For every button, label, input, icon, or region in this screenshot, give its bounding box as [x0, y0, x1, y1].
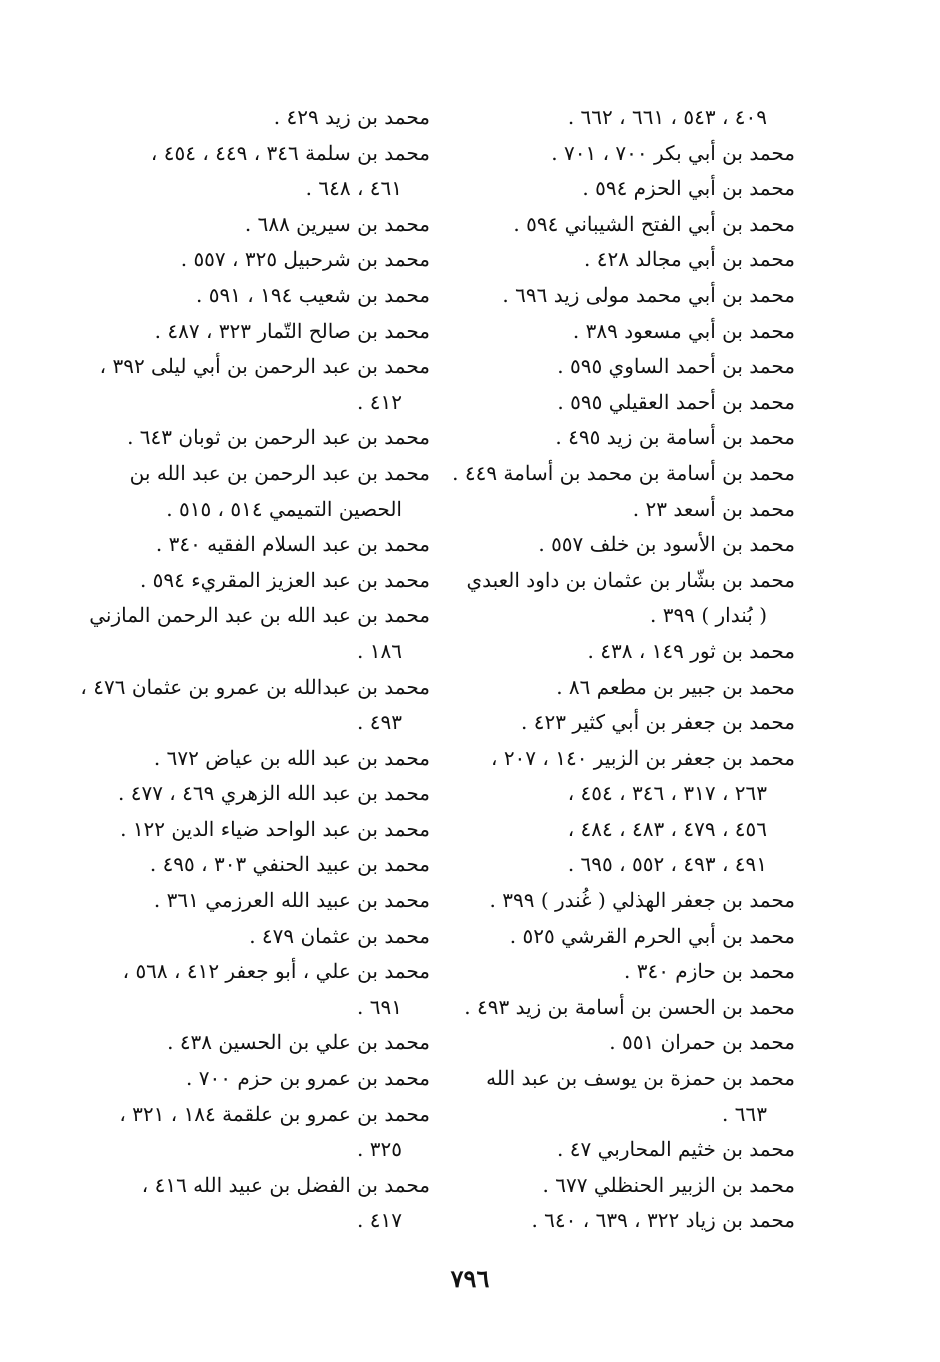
- index-entry: محمد بن أبي بكر ٧٠٠ ، ٧٠١ .: [551, 140, 795, 165]
- index-entry: محمد بن أسعد ٢٣ .: [632, 496, 795, 521]
- index-entry: محمد بن عبد الرحمن بن أبي ليلى ٣٩٢ ،: [99, 354, 430, 379]
- index-entry: محمد بن أبي مجالد ٤٢٨ .: [584, 247, 795, 272]
- index-entry-continuation: ٤٩١ ، ٤٩٣ ، ٥٥٢ ، ٦٩٥ .: [567, 852, 767, 877]
- index-entry: محمد بن عثمان ٤٧٩ .: [249, 923, 430, 948]
- index-entry: محمد بن الحسن بن أسامة بن زيد ٤٩٣ .: [464, 994, 795, 1019]
- index-entry: محمد بن علي بن الحسين ٤٣٨ .: [167, 1030, 430, 1055]
- index-entry: محمد بن عبد العزيز المقريء ٥٩٤ .: [139, 567, 430, 592]
- index-entry: محمد بن أبي مسعود ٣٨٩ .: [572, 318, 795, 343]
- index-entry: محمد بن أسامة بن زيد ٤٩٥ .: [555, 425, 795, 450]
- index-entry: محمد بن علي ، أبو جعفر ٤١٢ ، ٥٦٨ ،: [122, 959, 430, 984]
- index-entry: محمد بن ثور ١٤٩ ، ٤٣٨ .: [587, 638, 795, 663]
- index-entry-continuation: ( بُندار ) ٣٩٩ .: [650, 603, 767, 628]
- index-entry: محمد بن خثيم المحاربي ٤٧ .: [557, 1137, 795, 1162]
- index-entry: محمد بن جعفر بن أبي كثير ٤٢٣ .: [521, 710, 795, 735]
- index-entry: محمد بن سلمة ٣٤٦ ، ٤٤٩ ، ٤٥٤ ،: [150, 140, 430, 165]
- index-entry: محمد بن أبي محمد مولى زيد ٦٩٦ .: [502, 282, 795, 307]
- index-entry-continuation: ٤٠٩ ، ٥٤٣ ، ٦٦١ ، ٦٦٢ .: [567, 105, 767, 129]
- index-entry: محمد بن عبد الواحد ضياء الدين ١٢٢ .: [120, 816, 430, 841]
- index-entry: محمد بن زياد ٣٢٢ ، ٦٣٩ ، ٦٤٠ .: [531, 1208, 795, 1233]
- index-entry: محمد بن صالح التّمار ٣٢٣ ، ٤٨٧ .: [154, 318, 430, 343]
- index-entry: محمد بن عبدالله بن عمرو بن عثمان ٤٧٦ ،: [80, 674, 430, 699]
- index-entry: محمد بن عمرو بن علقمة ١٨٤ ، ٣٢١ ،: [119, 1101, 430, 1126]
- index-entry-continuation: ٦٦٣ .: [722, 1101, 767, 1126]
- index-entry: محمد بن بشّار بن عثمان بن داود العبدي: [466, 567, 795, 592]
- index-entry: محمد بن عبد الرحمن بن ثوبان ٦٤٣ .: [127, 425, 430, 450]
- index-entry: محمد بن الزبير الحنظلي ٦٧٧ .: [542, 1172, 795, 1197]
- index-entry-continuation: ٢٦٣ ، ٣١٧ ، ٣٤٦ ، ٤٥٤ ،: [567, 781, 767, 806]
- index-entry: محمد بن أحمد الساوي ٥٩٥ .: [557, 354, 795, 379]
- index-entry-continuation: ٤٥٦ ، ٤٧٩ ، ٤٨٣ ، ٤٨٤ ،: [567, 816, 767, 841]
- index-entry: محمد بن عبد الله بن عياض ٦٧٢ .: [153, 745, 430, 770]
- index-entry: محمد بن أسامة بن محمد بن أسامة ٤٤٩ .: [452, 460, 795, 485]
- index-entry: محمد بن شعيب ١٩٤ ، ٥٩١ .: [196, 282, 430, 307]
- index-column-right: [452, 100, 795, 1239]
- index-entry: محمد بن عبد الرحمن بن عبد الله بن: [129, 460, 430, 485]
- index-entry-continuation: ١٨٦ .: [357, 638, 402, 663]
- index-entry: محمد بن زيد ٤٢٩ .: [273, 105, 430, 129]
- index-entry: محمد بن أبي الحزم ٥٩٤ .: [582, 176, 795, 201]
- index-entry: محمد بن حمران ٥٥١ .: [609, 1030, 795, 1055]
- index-entry: محمد بن حمزة بن يوسف بن عبد الله: [486, 1066, 795, 1091]
- index-column-left: [80, 100, 430, 1239]
- index-entry-continuation: ٤٦١ ، ٦٤٨ .: [305, 176, 402, 201]
- index-entry: محمد بن أحمد العقيلي ٥٩٥ .: [557, 389, 795, 414]
- index-entry: محمد بن أبي الحرم القرشي ٥٢٥ .: [509, 923, 795, 948]
- index-entry-continuation: ٤١٢ .: [357, 389, 402, 414]
- index-entry: محمد بن حازم ٣٤٠ .: [624, 959, 795, 984]
- index-entry: محمد بن عبد الله الزهري ٤٦٩ ، ٤٧٧ .: [117, 781, 430, 806]
- page-number: ٧٩٦: [450, 1264, 490, 1293]
- index-entry: محمد بن جعفر الهذلي ( غُندر ) ٣٩٩ .: [489, 888, 795, 913]
- index-entry: محمد بن سيرين ٦٨٨ .: [244, 211, 430, 236]
- index-entry-continuation: ٤٩٣ .: [357, 710, 402, 735]
- index-entry: محمد بن عبيد الحنفي ٣٠٣ ، ٤٩٥ .: [149, 852, 430, 877]
- index-entry: محمد بن شرحبيل ٣٢٥ ، ٥٥٧ .: [180, 247, 430, 272]
- index-entry: محمد بن جعفر بن الزبير ١٤٠ ، ٢٠٧ ،: [491, 745, 795, 770]
- index-entry: محمد بن عبد السلام الفقيه ٣٤٠ .: [155, 532, 430, 557]
- index-entry: محمد بن الفضل بن عبيد الله ٤١٦ ،: [141, 1172, 430, 1197]
- index-entry: محمد بن أبي الفتح الشيباني ٥٩٤ .: [513, 211, 795, 236]
- index-entry-continuation: ٣٢٥ .: [357, 1137, 402, 1162]
- index-entry: محمد بن عبد الله بن عبد الرحمن المازني: [89, 603, 430, 628]
- index-entry: محمد بن عبيد الله العرزمي ٣٦١ .: [153, 888, 430, 913]
- index-entry: محمد بن جبير بن مطعم ٨٦ .: [556, 674, 795, 699]
- index-entry: محمد بن عمرو بن حزم ٧٠٠ .: [186, 1066, 430, 1091]
- index-entry-continuation: الحصين التميمي ٥١٤ ، ٥١٥ .: [166, 496, 402, 521]
- index-entry: محمد بن الأسود بن خلف ٥٥٧ .: [538, 532, 795, 557]
- index-entry-continuation: ٦٩١ .: [357, 994, 402, 1019]
- index-entry-continuation: ٤١٧ .: [357, 1208, 402, 1233]
